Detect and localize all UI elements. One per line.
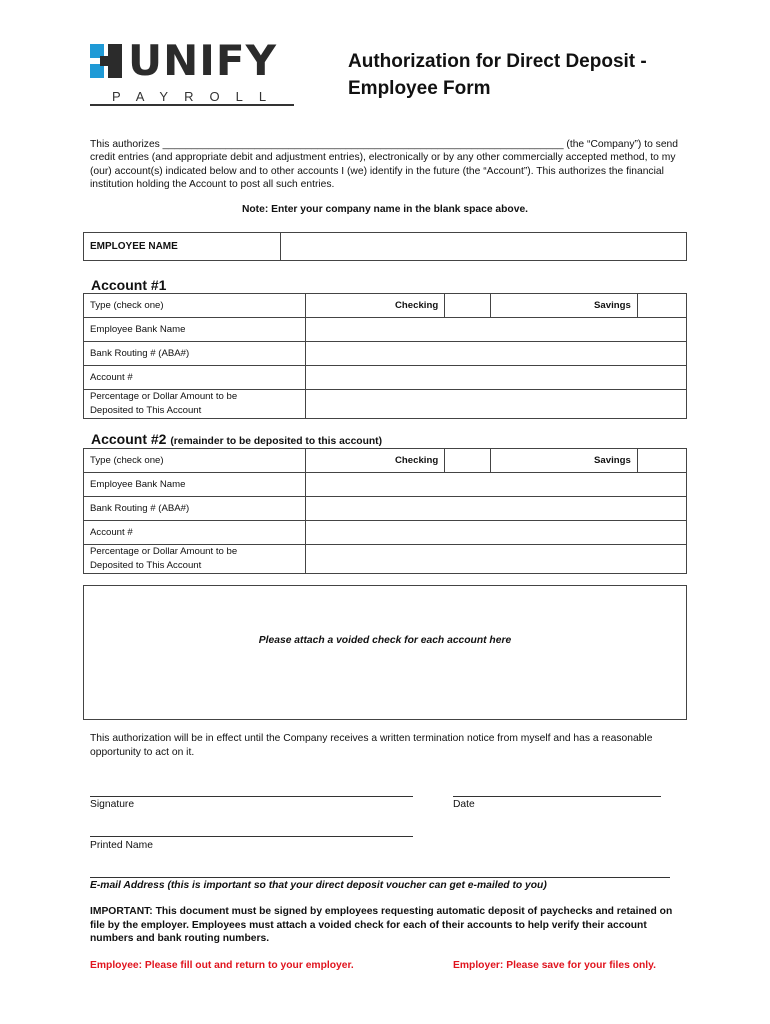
- account2-bank-name-field[interactable]: [305, 473, 686, 497]
- account1-type-label: Type (check one): [84, 294, 306, 318]
- account1-savings-box[interactable]: [637, 294, 686, 318]
- account2-heading: Account #2 (remainder to be deposited to this account): [91, 431, 383, 447]
- employee-name-label: EMPLOYEE NAME: [84, 233, 281, 261]
- employee-name-field[interactable]: [281, 233, 687, 261]
- account1-amount-field[interactable]: [305, 390, 686, 419]
- account1-account-label: Account #: [84, 366, 306, 390]
- account2-savings-label: Savings: [491, 449, 637, 473]
- account1-heading: Account #1: [91, 277, 167, 293]
- account1-bank-name-field[interactable]: [305, 318, 686, 342]
- account2-checking-box[interactable]: [445, 449, 491, 473]
- account2-amount-label: Percentage or Dollar Amount to be Deposited to This Account: [84, 545, 306, 574]
- printed-name-line[interactable]: [90, 836, 413, 837]
- account2-amount-field[interactable]: [305, 545, 686, 574]
- logo-underline: [90, 104, 294, 106]
- date-line[interactable]: [453, 796, 661, 797]
- account1-table: [83, 293, 687, 419]
- account1-amount-label: Percentage or Dollar Amount to be Deposited to This Account: [84, 390, 306, 419]
- account1-savings-label: Savings: [491, 294, 637, 318]
- logo-wordmark: UNIFY: [128, 36, 277, 85]
- account2-type-label: Type (check one): [84, 449, 306, 473]
- employer-instruction: Employer: Please save for your files only.: [453, 960, 656, 971]
- account2-table: [83, 448, 687, 574]
- account2-routing-field[interactable]: [305, 497, 686, 521]
- account2-routing-label: Bank Routing # (ABA#): [84, 497, 306, 521]
- important-notice: IMPORTANT: This document must be signed by employees requesting automatic deposit of paychecks and retained on file by the employer. Employees must attach a voided check for each of their accounts to help verify their account numbers and bank routing numbers.: [90, 906, 673, 945]
- printed-name-label: Printed Name: [90, 840, 153, 851]
- account2-account-field[interactable]: [305, 521, 686, 545]
- account2-heading-note: (remainder to be deposited to this account): [170, 436, 383, 447]
- account1-account-field[interactable]: [305, 366, 686, 390]
- employee-name-table: [83, 232, 687, 261]
- signature-label: Signature: [90, 799, 135, 810]
- account1-checking-box[interactable]: [445, 294, 491, 318]
- voided-check-area[interactable]: [83, 585, 687, 720]
- account2-savings-box[interactable]: [637, 449, 686, 473]
- account2-bank-name-label: Employee Bank Name: [84, 473, 306, 497]
- logo-mark-icon: [90, 44, 126, 80]
- account2-account-label: Account #: [84, 521, 306, 545]
- signature-line[interactable]: [90, 796, 413, 797]
- authorization-duration-text: This authorization will be in effect until the Company receives a written termination notice from myself and has a reasonable opportunity to act on it.: [90, 733, 653, 758]
- email-line[interactable]: [90, 877, 670, 878]
- voided-check-instruction: Please attach a voided check for each account here: [258, 635, 512, 646]
- account1-routing-field[interactable]: [305, 342, 686, 366]
- date-label: Date: [453, 799, 475, 810]
- account1-bank-name-label: Employee Bank Name: [84, 318, 306, 342]
- authorization-intro: This authorizes ______________________________________________________________________ (the “Company”) to send credit entries (and appropriate debit and adjustment entries), electronically or by any other commercially accepted method, to my (our) account(s) indicated below and to other accounts I (we) identify in the future (the “Account”). This authorizes the financial institution holding the Account to post all such entries.: [90, 139, 679, 190]
- account1-routing-label: Bank Routing # (ABA#): [84, 342, 306, 366]
- logo-subtitle: PAYROLL: [112, 89, 283, 104]
- employee-instruction: Employee: Please fill out and return to your employer.: [90, 960, 354, 971]
- email-label: E-mail Address (this is important so that your direct deposit voucher can get e-mailed to you): [90, 880, 547, 891]
- company-name-note: Note: Enter your company name in the blank space above.: [241, 204, 529, 215]
- form-title: Authorization for Direct Deposit - Employee Form: [348, 51, 647, 99]
- account1-checking-label: Checking: [305, 294, 444, 318]
- account2-checking-label: Checking: [305, 449, 444, 473]
